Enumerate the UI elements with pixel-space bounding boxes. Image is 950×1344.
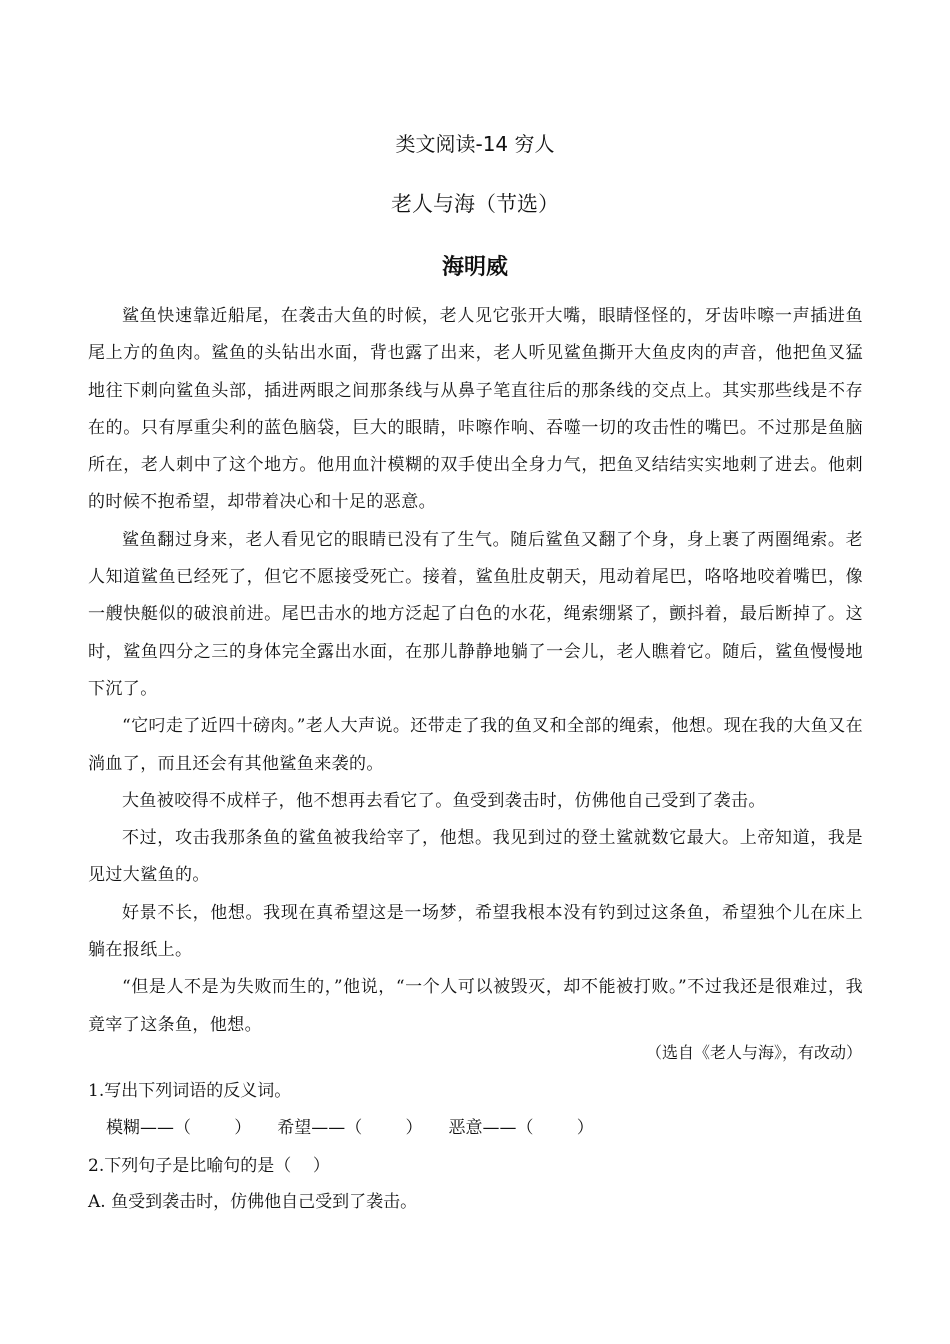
paragraph: 好景不长，他想。我现在真希望这是一场梦，希望我根本没有钓到过这条鱼，希望独个儿在床上躺在报纸上。: [88, 902, 863, 961]
option-label: A.: [88, 1192, 106, 1212]
author-name: 海明威: [441, 255, 508, 280]
paragraph: “它叼走了近四十磅肉。”老人大声说。还带走了我的鱼叉和全部的绳索，他想。现在我的大鱼又在淌血了，而且还会有其他鲨鱼来袭的。: [88, 716, 863, 774]
reading-passage: [88, 298, 863, 1044]
paragraph: “但是人不是为失败而生的，”他说，“一个人可以被毁灭，却不能被打败。”不过我还是很难过，我竟宰了这条鱼，他想。: [88, 977, 863, 1035]
question-text: 写出下列词语的反义词。: [104, 1081, 292, 1101]
question-1: [88, 1076, 291, 1101]
passage-title: 老人与海（节选）: [391, 192, 559, 216]
document-title: 类文阅读-14 穷人: [395, 132, 555, 156]
question-2: [88, 1151, 330, 1176]
paragraph: 不过，攻击我那条鱼的鲨鱼被我给宰了，他想。我见到过的登土鲨就数它最大。上帝知道，我是见过大鲨鱼的。: [88, 828, 863, 886]
option-a[interactable]: [88, 1187, 417, 1212]
option-text: 鱼受到袭击时，仿佛他自己受到了袭击。: [111, 1192, 418, 1212]
antonym-blank[interactable]: 恶意——（ ）: [448, 1118, 594, 1138]
source-citation: （选自《老人与海》，有改动）: [645, 1043, 862, 1062]
antonym-blanks: [106, 1113, 620, 1138]
question-number: 1.: [88, 1081, 105, 1101]
antonym-blank[interactable]: 希望——（ ）: [277, 1118, 423, 1138]
question-number: 2.: [88, 1156, 105, 1176]
paragraph: 鲨鱼快速靠近船尾，在袭击大鱼的时候，老人见它张开大嘴，眼睛怪怪的，牙齿咔嚓一声插进鱼尾上方的鱼肉。鲨鱼的头钻出水面，背也露了出来，老人听见鲨鱼撕开大鱼皮肉的声音，他把鱼叉猛地往下刺向鲨鱼头部，插进两眼之间那条线与从鼻子笔直往后的那条线的交点上。其实那些线是不存在的。只有厚重尖利的蓝色脑袋，巨大的眼睛，咔嚓作响、吞噬一切的攻击性的嘴巴。不过那是鱼脑所在，老人刺中了这个地方。他用血汁模糊的双手使出全身力气，把鱼叉结结实实地刺了进去。他刺的时候不抱希望，却带着决心和十足的恶意。: [88, 306, 863, 513]
paragraph: 鲨鱼翻过身来，老人看见它的眼睛已没有了生气。随后鲨鱼又翻了个身，身上裹了两圈绳索。老人知道鲨鱼已经死了，但它不愿接受死亡。接着，鲨鱼肚皮朝天，甩动着尾巴，咯咯地咬着嘴巴，像一艘快艇似的破浪前进。尾巴击水的地方泛起了白色的水花，绳索绷紧了，颤抖着，最后断掉了。这时，鲨鱼四分之三的身体完全露出水面，在那儿静静地躺了一会儿，老人瞧着它。随后，鲨鱼慢慢地下沉了。: [88, 529, 863, 699]
antonym-blank[interactable]: 模糊——（ ）: [106, 1118, 252, 1138]
paragraph: 大鱼被咬得不成样子，他不想再去看它了。鱼受到袭击时，仿佛他自己受到了袭击。: [122, 790, 766, 811]
question-text: 下列句子是比喻句的是（ ）: [104, 1156, 330, 1176]
